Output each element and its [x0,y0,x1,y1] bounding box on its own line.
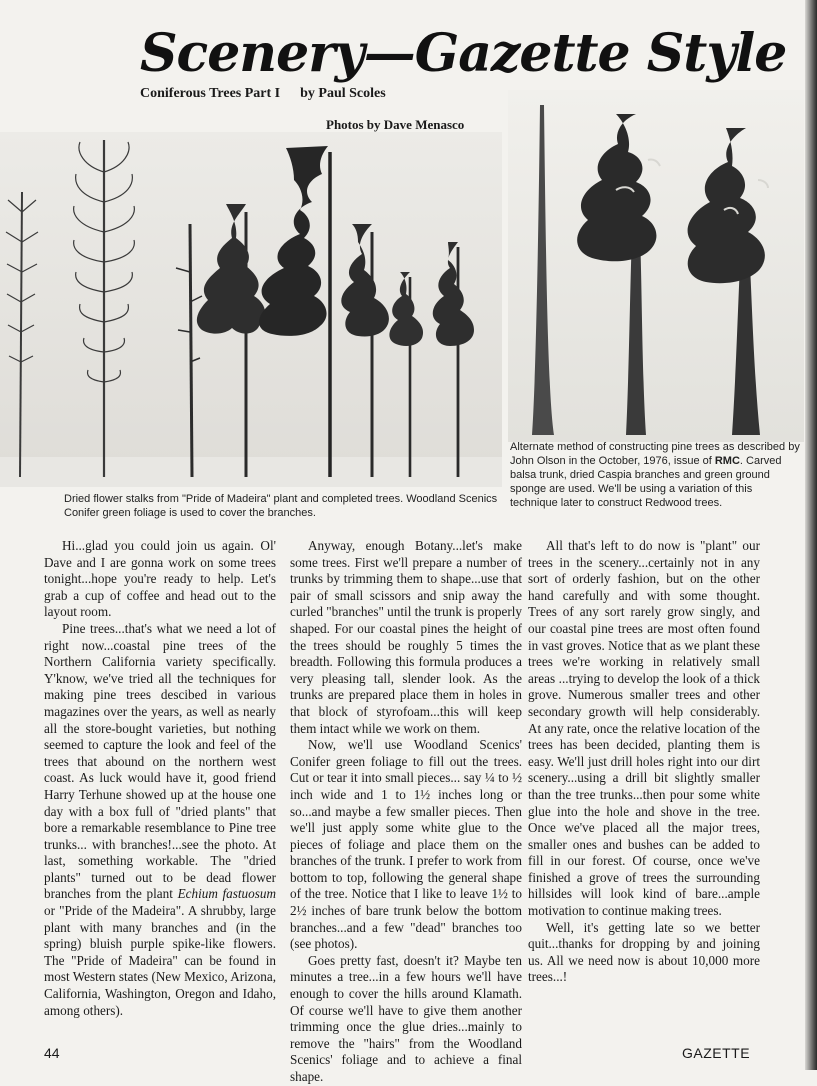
paragraph: Now, we'll use Woodland Scenics' Conifer green foliage to fill out the trees. Cut or tear it into small pieces... say ¼ to ½ inch wide and 1 to 1½ inches long or so...and maybe a few smaller pieces. Then we'll just apply some white glue to the pieces of foliage and place them on the branches of the trunk. I prefer to work from bottom to top, following the general shape of the tree. Notice that I like to leave 1½ to 2½ inches of bare trunk below the bottom branches...and a few "dead" branches too (see photos). [290,737,522,952]
paragraph-text: or "Pride of the Madeira". A shrubby, large plant with many branches and (in the spring) bluish purple spike-like flowers. The "Pride of Madeira" can be found in most Western states (New Mexico, Arizona, California, Washington, Oregon and Idaho, among others). [44,903,276,1018]
paragraph: Anyway, enough Botany...let's make some trees. First we'll prepare a number of trunks by trimming them to shape...use that pair of small scissors and snip away the curled "branches" until the trunk is properly shaped. For our coastal pines the height of the trees should be roughly 5 times the breadth. Following this formula produces a very pleasing tall, slender look. As the trunks are prepared place them in holes in that block of styrofoam...this will keep them intact while we work on them. [290,538,522,736]
paragraph: All that's left to do now is "plant" our trees in the scenery...certainly not in any sort of orderly fashion, but on the other hand carefully and with some thought. Trees of any sort rarely grow singly, and our coastal pine trees are most often found in vast groves. Notice that as we plant these trees we're working in relatively small areas ...trying to develop the look of a thick grove. Numerous smaller trees and other secondary growth will help considerably. At any rate, once the relative location of the trees has been decided, planting them is easy. We'll just drill holes right into our dirt scenery...using a drill bit slightly smaller than the tree trunks...then pour some white glue into the hole and shove in the tree. Once we've placed all the major trees, smaller ones and bushes can be added to fill in our forest. Of course, once we've finished a grove of trees the surrounding hillsides will look kind of bare...ample motivation to continue making trees. [528,538,760,919]
paragraph: Well, it's getting late so we better quit...thanks for dropping by and joining us. All we need now is about 10,000 more trees...! [528,919,760,985]
caption-dried-stalks: Dried flower stalks from "Pride of Madeira" plant and completed trees. Woodland Scenics Conifer green foliage is used to cover the branches. [64,493,498,519]
publication-name: GAZETTE [682,1045,751,1061]
byline: by Paul Scoles [300,86,386,101]
caption-text-before: Alternate method of constructing pine trees as described by John Olson in the October, 1976, issue of [510,441,800,467]
photo-credit: Photos by Dave Menasco [326,117,465,132]
article-title: Scenery—Gazette Style [140,23,787,84]
article-subtitle [140,86,386,102]
photo-balsa-trunk-trees [508,90,804,442]
paragraph [44,621,276,1019]
caption-magazine-name: RMC [714,455,740,467]
caption-balsa-method [510,440,802,510]
page-number: 44 [44,1045,60,1061]
article-column-1 [44,538,276,1038]
paragraph: Hi...glad you could join us again. Ol' Dave and I are gonna work on some trees tonight...hope you're ready to help. Let's grab a cup of coffee and head out to the layout room. [44,538,276,620]
paragraph: Goes pretty fast, doesn't it? Maybe ten minutes a tree...in a few hours we'll have enough to cover the hills around Klamath. Of course we'll have to give them another trimming once the glue dries...mainly to remove the "hairs" from the Woodland Scenics' foliage and to achieve a final shape. [290,952,522,1084]
species-name: Echium fastuosum [177,886,276,902]
photo-dried-stalks-and-trees [0,132,502,487]
article-column-2 [290,538,522,1084]
paragraph-text: Pine trees...that's what we need a lot of right now...coastal pine trees of the Northern California variety specifically. Y'know, we've tried all the techniques for making pine trees descibed in various magazines over the years, as well as nearly all the store-bought varieties, but nothing seemed to capture the look and feel of the trees that abound on the northern west coast. As luck would have it, good friend Harry Terhune showed up at the house one day with a box full of "dried plants" that bore a remarkable resemblance to Pine tree trunks... with branches!...see the photo. At last, something workable. The "dried plants" turned out to be dead flower branches from the plant [44,620,276,902]
page-edge-shadow [805,0,817,1070]
caption-text-after: . Carved balsa trunk, dried Caspia branches and green ground sponge are used. We'll be using a variation of this technique later to construct Redwood trees. [510,455,782,509]
subtitle-text: Coniferous Trees Part I [140,86,281,101]
article-column-3 [528,538,760,1038]
